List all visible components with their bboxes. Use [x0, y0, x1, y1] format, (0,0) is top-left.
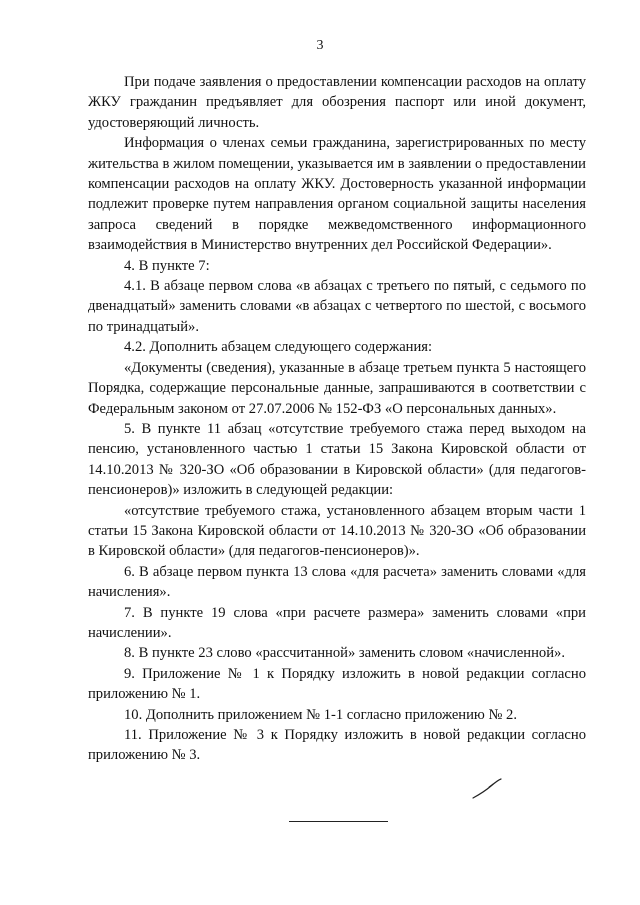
paragraph-item-4-2: 4.2. Дополнить абзацем следующего содержания:	[124, 339, 433, 356]
handwritten-mark	[472, 778, 502, 800]
paragraph-stazh-quote: «отсутствие требуемого стажа, установленного абзацем вторым части 1 статьи 15 Закона Кировской области от 14.10.2013 № 320-ЗО «Об образовании в Кировской области» (для педагогов-пенсионеров)».	[88, 502, 586, 560]
paragraph-item-7: 7. В пункте 19 слова «при расчете размера» заменить словами «при начислении».	[88, 604, 586, 641]
paragraph-item-5: 5. В пункте 11 абзац «отсутствие требуемого стажа перед выходом на пенсию, установленного частью 1 статьи 15 Закона Кировской области от 14.10.2013 № 320-ЗО «Об образовании в Кировской области» (для педагогов-пенсионеров)» изложить в следующей редакции:	[88, 420, 586, 499]
paragraph-family-info: Информация о членах семьи гражданина, зарегистрированных по месту жительства в жилом помещении, указывается им в заявлении о предоставлении компенсации расходов на оплату ЖКУ. Достоверность указанной информации подлежит проверке путем направления органом социальной защиты населения запроса сведений в порядке межведомственного информационного взаимодействия в Министерство внутренних дел Российской Федерации».	[88, 135, 586, 254]
paragraph-item-8: 8. В пункте 23 слово «рассчитанной» заменить словом «начисленной».	[124, 645, 565, 662]
paragraph-item-9: 9. Приложение № 1 к Порядку изложить в новой редакции согласно приложению № 1.	[88, 665, 586, 703]
paragraph-item-10: 10. Дополнить приложением № 1-1 согласно приложению № 2.	[124, 706, 517, 723]
paragraph-item-11: 11. Приложение № 3 к Порядку изложить в новой редакции согласно приложению № 3.	[88, 727, 586, 764]
paragraph-documents-quote: «Документы (сведения), указанные в абзаце третьем пункта 5 настоящего Порядка, содержащие персональные данные, запрашиваются в соответствии с Федеральным законом от 27.07.2006 № 152-ФЗ «О персональных данных».	[88, 359, 586, 417]
page-number: 3	[316, 38, 324, 53]
paragraph-passport: При подаче заявления о предоставлении компенсации расходов на оплату ЖКУ гражданин предъявляет для обозрения паспорт или иной документ, удостоверяющий личность.	[88, 74, 586, 131]
paragraph-item-4-1: 4.1. В абзаце первом слова «в абзацах с третьего по пятый, с седьмого по двенадцатый» заменить словами «в абзацах с четвертого по шестой, с восьмого по тринадцатый».	[88, 278, 586, 335]
paragraph-item-4: 4. В пункте 7:	[124, 257, 210, 274]
paragraph-item-6: 6. В абзаце первом пункта 13 слова «для расчета» заменить словами «для начисления».	[88, 563, 586, 601]
closing-divider-line	[289, 821, 388, 822]
document-body	[88, 72, 586, 766]
